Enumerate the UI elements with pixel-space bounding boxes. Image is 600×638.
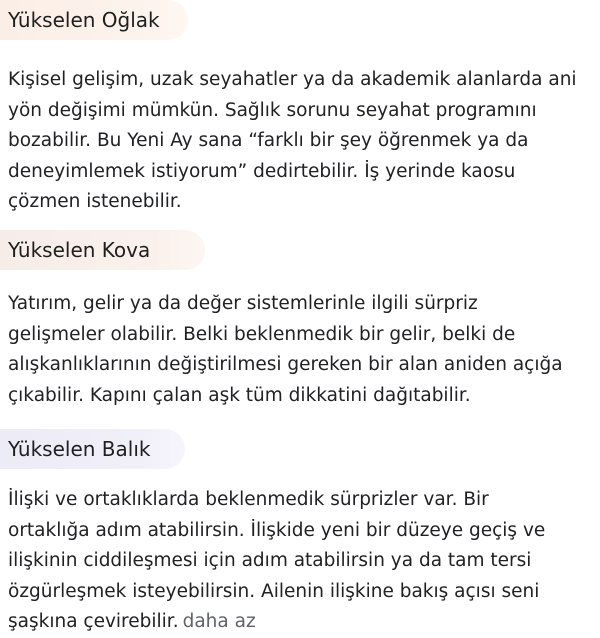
body-line: gelişmeler olabilir. Belki beklenmedik bir gelir, belki de [8, 323, 516, 345]
body-line: İlişki ve ortaklıklarda beklenmedik sürprizler var. Bir [8, 489, 489, 510]
body-line: Yatırım, gelir ya da değer sistemlerinle ilgili sürpriz [8, 293, 478, 314]
body-line: çıkabilir. Kapını çalan aşk tüm dikkatini dağıtabilir. [8, 384, 471, 406]
body-line: özgürleşmek isteyebilirsin. Ailenin ilişkine bakış açısı seni [8, 580, 540, 602]
section-title: Yükselen Balık [8, 437, 151, 461]
section-body-balik [8, 485, 593, 638]
body-line: yön değişimi mümkün. Sağlık sorunu seyahat programını [8, 99, 537, 121]
section-header-kova [0, 230, 205, 270]
body-line: Kişisel gelişim, uzak seyahatler ya da akademik alanlarda ani [8, 69, 577, 90]
body-line: çözmen istenebilir. [8, 191, 182, 212]
body-line: ilişkinin ciddileşmesi için adım atabilirsin ya da tam tersi [8, 550, 532, 571]
body-line: ortaklığa adım atabilirsin. İlişkide yeni bir düzeye geçiş ve [8, 519, 546, 541]
body-line: deneyimlemek istiyorum” dedirtebilir. İş yerinde kaosu [8, 160, 516, 182]
section-header-oglak [0, 0, 188, 40]
body-line: alışkanlıklarının değiştirilmesi gereken bir alan aniden açığa [8, 354, 563, 375]
show-less-link[interactable]: daha az [182, 611, 256, 632]
section-title: Yükselen Kova [8, 238, 151, 262]
section-body-oglak [8, 65, 593, 218]
section-body-kova [8, 289, 593, 411]
body-line-text: şaşkına çevirebilir. [8, 611, 179, 632]
body-line: bozabilir. Bu Yeni Ay sana “farklı bir şey öğrenmek ya da [8, 130, 529, 151]
section-title: Yükselen Oğlak [8, 8, 160, 32]
body-line-last [8, 607, 593, 638]
section-header-balik [0, 429, 185, 469]
